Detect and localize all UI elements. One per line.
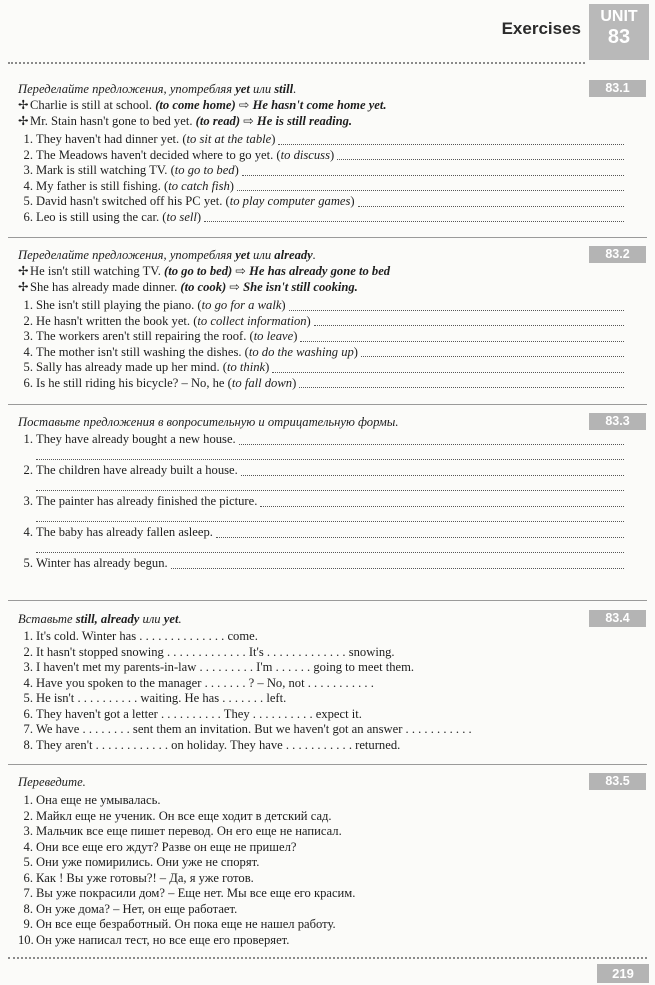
example: ✢She has already made dinner. (to cook) ⇨ She isn't still cooking.	[18, 280, 358, 294]
exercise-item	[18, 298, 638, 314]
exercise-item	[18, 840, 638, 856]
item-text	[18, 298, 286, 314]
header-title: Exercises	[501, 19, 581, 38]
item-sentence: Вы уже покрасили дом? – Еще нет. Мы все еще его красим.	[36, 886, 356, 900]
item-sentence: Майкл еще не ученик. Он все еще ходит в детский сад.	[36, 808, 332, 823]
exercise-83-4	[18, 611, 638, 753]
answer-leader	[272, 368, 624, 373]
item-text	[18, 376, 296, 392]
item-hint: to play computer games	[229, 194, 351, 208]
item-number: 5.	[23, 855, 33, 869]
item-sentence: My father is still fishing. (	[36, 178, 169, 193]
answer-leader	[314, 321, 624, 326]
item-close: )	[234, 163, 239, 177]
item-sentence: The baby has already fallen asleep.	[36, 525, 213, 539]
item-number: 3.	[23, 163, 33, 177]
exercise-83-3	[18, 414, 638, 572]
answer-leader	[204, 217, 624, 222]
item-number: 5.	[23, 691, 33, 705]
item-number: 5.	[23, 194, 33, 208]
exercise-item	[18, 210, 638, 226]
item-number: 5.	[23, 360, 33, 374]
exercise-83-1	[18, 81, 638, 225]
exercise-item	[18, 707, 638, 723]
exercise-badge: 83.1	[589, 80, 646, 97]
item-number: 9.	[23, 917, 33, 931]
plus-icon: ✢	[18, 98, 29, 112]
exercise-item	[18, 314, 638, 330]
item-close: )	[196, 209, 202, 224]
exercise-badge: 83.5	[589, 773, 646, 790]
item-sentence: Мальчик все еще пишет перевод. Он его еще не написал.	[36, 824, 342, 838]
item-hint: to sit at the table	[186, 132, 272, 146]
item-sentence: The painter has already finished the picture.	[36, 494, 258, 508]
answer-line	[36, 510, 624, 526]
exercise-item	[18, 738, 638, 754]
item-text	[18, 463, 238, 479]
item-text	[18, 556, 168, 572]
item-sentence: Mark is still watching TV. (	[36, 163, 175, 177]
answer-leader	[260, 502, 624, 507]
exercise-item	[18, 556, 638, 572]
instruction: Переделайте предложения, употребляя yet или already.	[18, 248, 316, 262]
item-sentence: He isn't . . . . . . . . . . waiting. He has . . . . . . . left.	[36, 691, 287, 705]
exercise-item	[18, 886, 638, 902]
item-sentence: Sally has already made up her mind. (	[36, 360, 227, 374]
item-close: )	[281, 298, 286, 312]
header-divider	[8, 62, 585, 64]
item-text	[18, 432, 236, 448]
item-number: 5.	[23, 556, 33, 570]
exercise-badge: 83.3	[589, 413, 646, 430]
item-sentence: Они уже помирились. Они уже не спорят.	[36, 855, 260, 869]
answer-leader	[300, 337, 624, 342]
exercise-item	[18, 525, 638, 541]
exercise-item	[18, 629, 638, 645]
item-close: )	[329, 147, 335, 162]
item-hint: to catch fish	[168, 178, 230, 193]
exercise-item	[18, 676, 638, 692]
item-number: 1.	[23, 793, 33, 807]
exercise-item	[18, 917, 638, 933]
item-text	[18, 494, 257, 510]
exercise-item	[18, 645, 638, 661]
footer-divider	[8, 957, 647, 959]
item-number: 8.	[23, 737, 33, 752]
arrow-icon: ⇨	[238, 98, 250, 112]
answer-line	[36, 479, 624, 495]
item-number: 3.	[23, 660, 33, 674]
instruction: Поставьте предложения в вопросительную и отрицательную формы.	[18, 415, 399, 429]
exercise-item	[18, 463, 638, 479]
exercise-item	[18, 660, 638, 676]
answer-leader	[361, 352, 624, 357]
item-hint: to think	[226, 360, 266, 374]
item-number: 3.	[23, 494, 33, 508]
plus-icon: ✢	[18, 114, 29, 128]
item-sentence: The mother isn't still washing the dishes. (	[36, 344, 249, 359]
item-hint: to leave	[253, 329, 294, 343]
exercise-item	[18, 691, 638, 707]
exercise-item	[18, 148, 638, 164]
exercise-item	[18, 432, 638, 448]
exercise-item	[18, 855, 638, 871]
item-sentence: Как ! Вы уже готовы?! – Да, я уже готов.	[36, 870, 254, 885]
item-sentence: David hasn't switched off his PC yet. (	[36, 194, 230, 208]
answer-leader	[358, 202, 624, 207]
item-number: 3.	[23, 824, 33, 838]
item-text	[18, 345, 358, 361]
item-sentence: They haven't got a letter . . . . . . . . . . They . . . . . . . . . . expect it.	[36, 706, 362, 721]
arrow-icon: ⇨	[229, 280, 240, 294]
item-close: )	[293, 329, 298, 343]
item-hint: to fall down	[231, 375, 293, 390]
item-close: )	[271, 132, 276, 146]
exercise-badge: 83.4	[589, 610, 646, 627]
answer-line	[36, 541, 624, 557]
item-text	[18, 179, 234, 195]
item-text	[18, 314, 311, 330]
item-close: )	[292, 375, 297, 390]
exercise-83-2	[18, 247, 638, 391]
item-sentence: Он уже дома? – Нет, он еще работает.	[36, 901, 238, 916]
item-number: 4.	[23, 675, 33, 690]
item-close: )	[353, 344, 358, 359]
item-text	[18, 210, 201, 226]
item-number: 8.	[23, 901, 33, 916]
item-number: 1.	[23, 432, 33, 446]
section-divider	[8, 237, 647, 238]
item-text	[18, 148, 334, 164]
exercise-83-5	[18, 774, 638, 948]
item-sentence: Winter has already begun.	[36, 556, 168, 570]
section-divider	[8, 764, 647, 765]
arrow-icon: ⇨	[235, 264, 246, 278]
item-number: 1.	[23, 629, 33, 643]
item-sentence: Have you spoken to the manager . . . . . . . ? – No, not . . . . . . . . . . .	[36, 675, 374, 690]
item-close: )	[350, 194, 355, 208]
instruction: Переведите.	[18, 775, 86, 789]
item-close: )	[229, 178, 234, 193]
item-sentence: They aren't . . . . . . . . . . . . on holiday. They have . . . . . . . . . . . returned.	[36, 737, 401, 752]
example: ✢Charlie is still at school. (to come home) ⇨ He hasn't come home yet.	[18, 98, 387, 112]
item-number: 2.	[23, 463, 33, 477]
item-hint: to sell	[166, 209, 197, 224]
plus-icon: ✢	[18, 280, 29, 294]
item-sentence: It hasn't stopped snowing . . . . . . . . . . . . . It's . . . . . . . . . . . . . snowing.	[36, 644, 395, 659]
exercise-item	[18, 824, 638, 840]
exercise-item	[18, 809, 638, 825]
answer-leader	[241, 471, 624, 476]
item-hint: to collect information	[197, 313, 307, 328]
item-number: 6.	[23, 375, 33, 390]
answer-leader	[289, 306, 624, 311]
item-number: 6.	[23, 706, 33, 721]
item-sentence: The Meadows haven't decided where to go yet. (	[36, 147, 281, 162]
item-number: 4.	[23, 839, 33, 854]
exercise-item	[18, 376, 638, 392]
item-sentence: He hasn't written the book yet. (	[36, 313, 198, 328]
item-sentence: Is he still riding his bicycle? – No, he (	[36, 375, 232, 390]
item-sentence: Он все еще безработный. Он пока еще не нашел работу.	[36, 917, 336, 931]
exercise-item	[18, 793, 638, 809]
item-sentence: Leo is still using the car. (	[36, 209, 167, 224]
exercise-item	[18, 360, 638, 376]
unit-word: UNIT	[600, 8, 638, 25]
exercise-item	[18, 902, 638, 918]
item-sentence: It's cold. Winter has . . . . . . . . . . . . . . come.	[36, 629, 258, 643]
item-hint: discuss	[293, 147, 330, 162]
item-number: 2.	[23, 808, 33, 823]
item-number: 4.	[23, 525, 33, 539]
plus-icon: ✢	[18, 264, 29, 278]
answer-leader	[237, 186, 624, 191]
exercise-item	[18, 933, 638, 949]
item-sentence: They have already bought a new house.	[36, 432, 236, 446]
example: ✢Mr. Stain hasn't gone to bed yet. (to read) ⇨ He is still reading.	[18, 114, 353, 128]
answer-leader	[171, 564, 624, 569]
item-sentence: The children have already built a house.	[36, 463, 238, 477]
item-text	[18, 163, 239, 179]
instruction: Вставьте still, already или yet.	[18, 612, 182, 626]
exercise-item	[18, 179, 638, 195]
item-text	[18, 360, 269, 376]
answer-leader	[278, 140, 624, 145]
exercise-item	[18, 194, 638, 210]
item-text	[18, 194, 355, 210]
item-number: 7.	[23, 886, 33, 900]
page-header	[0, 0, 655, 62]
item-hint: to do the washing up	[248, 344, 354, 359]
item-text	[18, 329, 297, 345]
item-hint-prefix: to	[280, 147, 294, 162]
exercise-item	[18, 722, 638, 738]
page-number: 219	[597, 964, 649, 983]
answer-leader	[242, 171, 624, 176]
exercise-item	[18, 345, 638, 361]
item-sentence: Она еще не умывалась.	[36, 793, 161, 807]
item-sentence: Они все еще его ждут? Разве он еще не пришел?	[36, 839, 297, 854]
item-number: 7.	[23, 722, 33, 736]
unit-box	[589, 4, 649, 60]
answer-leader	[337, 155, 624, 160]
item-number: 1.	[23, 298, 33, 312]
item-text	[18, 132, 275, 148]
item-close: )	[306, 313, 311, 328]
item-number: 2.	[23, 313, 33, 328]
item-number: 6.	[23, 870, 33, 885]
item-sentence: We have . . . . . . . . sent them an invitation. But we haven't got an answer . . . . . . . . . . .	[36, 722, 472, 736]
item-sentence: The workers aren't still repairing the roof. (	[36, 329, 254, 343]
item-sentence: She isn't still playing the piano. (	[36, 298, 202, 312]
item-hint: to go to bed	[174, 163, 235, 177]
answer-leader	[239, 440, 624, 445]
item-number: 2.	[23, 147, 33, 162]
arrow-icon: ⇨	[243, 114, 254, 128]
item-sentence: Он уже написал тест, но все еще его проверяет.	[36, 932, 290, 947]
exercise-item	[18, 163, 638, 179]
exercise-item	[18, 871, 638, 887]
item-sentence: They haven't had dinner yet. (	[36, 132, 187, 146]
instruction: Переделайте предложения, употребляя yet или still.	[18, 82, 297, 96]
example: ✢He isn't still watching TV. (to go to bed) ⇨ He has already gone to bed	[18, 264, 391, 278]
item-number: 10.	[18, 932, 34, 947]
exercise-item	[18, 494, 638, 510]
unit-number: 83	[607, 26, 631, 48]
answer-line	[36, 448, 624, 464]
answer-leader	[216, 533, 624, 538]
exercise-item	[18, 132, 638, 148]
item-hint: to go for a walk	[201, 298, 282, 312]
item-close: )	[265, 360, 270, 374]
answer-leader	[299, 383, 624, 388]
item-number: 4.	[23, 178, 33, 193]
item-number: 3.	[23, 329, 33, 343]
item-sentence: I haven't met my parents-in-law . . . . . . . . . I'm . . . . . . going to meet them.	[36, 660, 415, 674]
exercise-badge: 83.2	[589, 246, 646, 263]
section-divider	[8, 600, 647, 601]
section-divider	[8, 404, 647, 405]
item-number: 4.	[23, 344, 33, 359]
item-number: 6.	[23, 209, 33, 224]
item-text	[18, 525, 213, 541]
item-number: 2.	[23, 644, 33, 659]
item-number: 1.	[23, 132, 33, 146]
exercise-item	[18, 329, 638, 345]
